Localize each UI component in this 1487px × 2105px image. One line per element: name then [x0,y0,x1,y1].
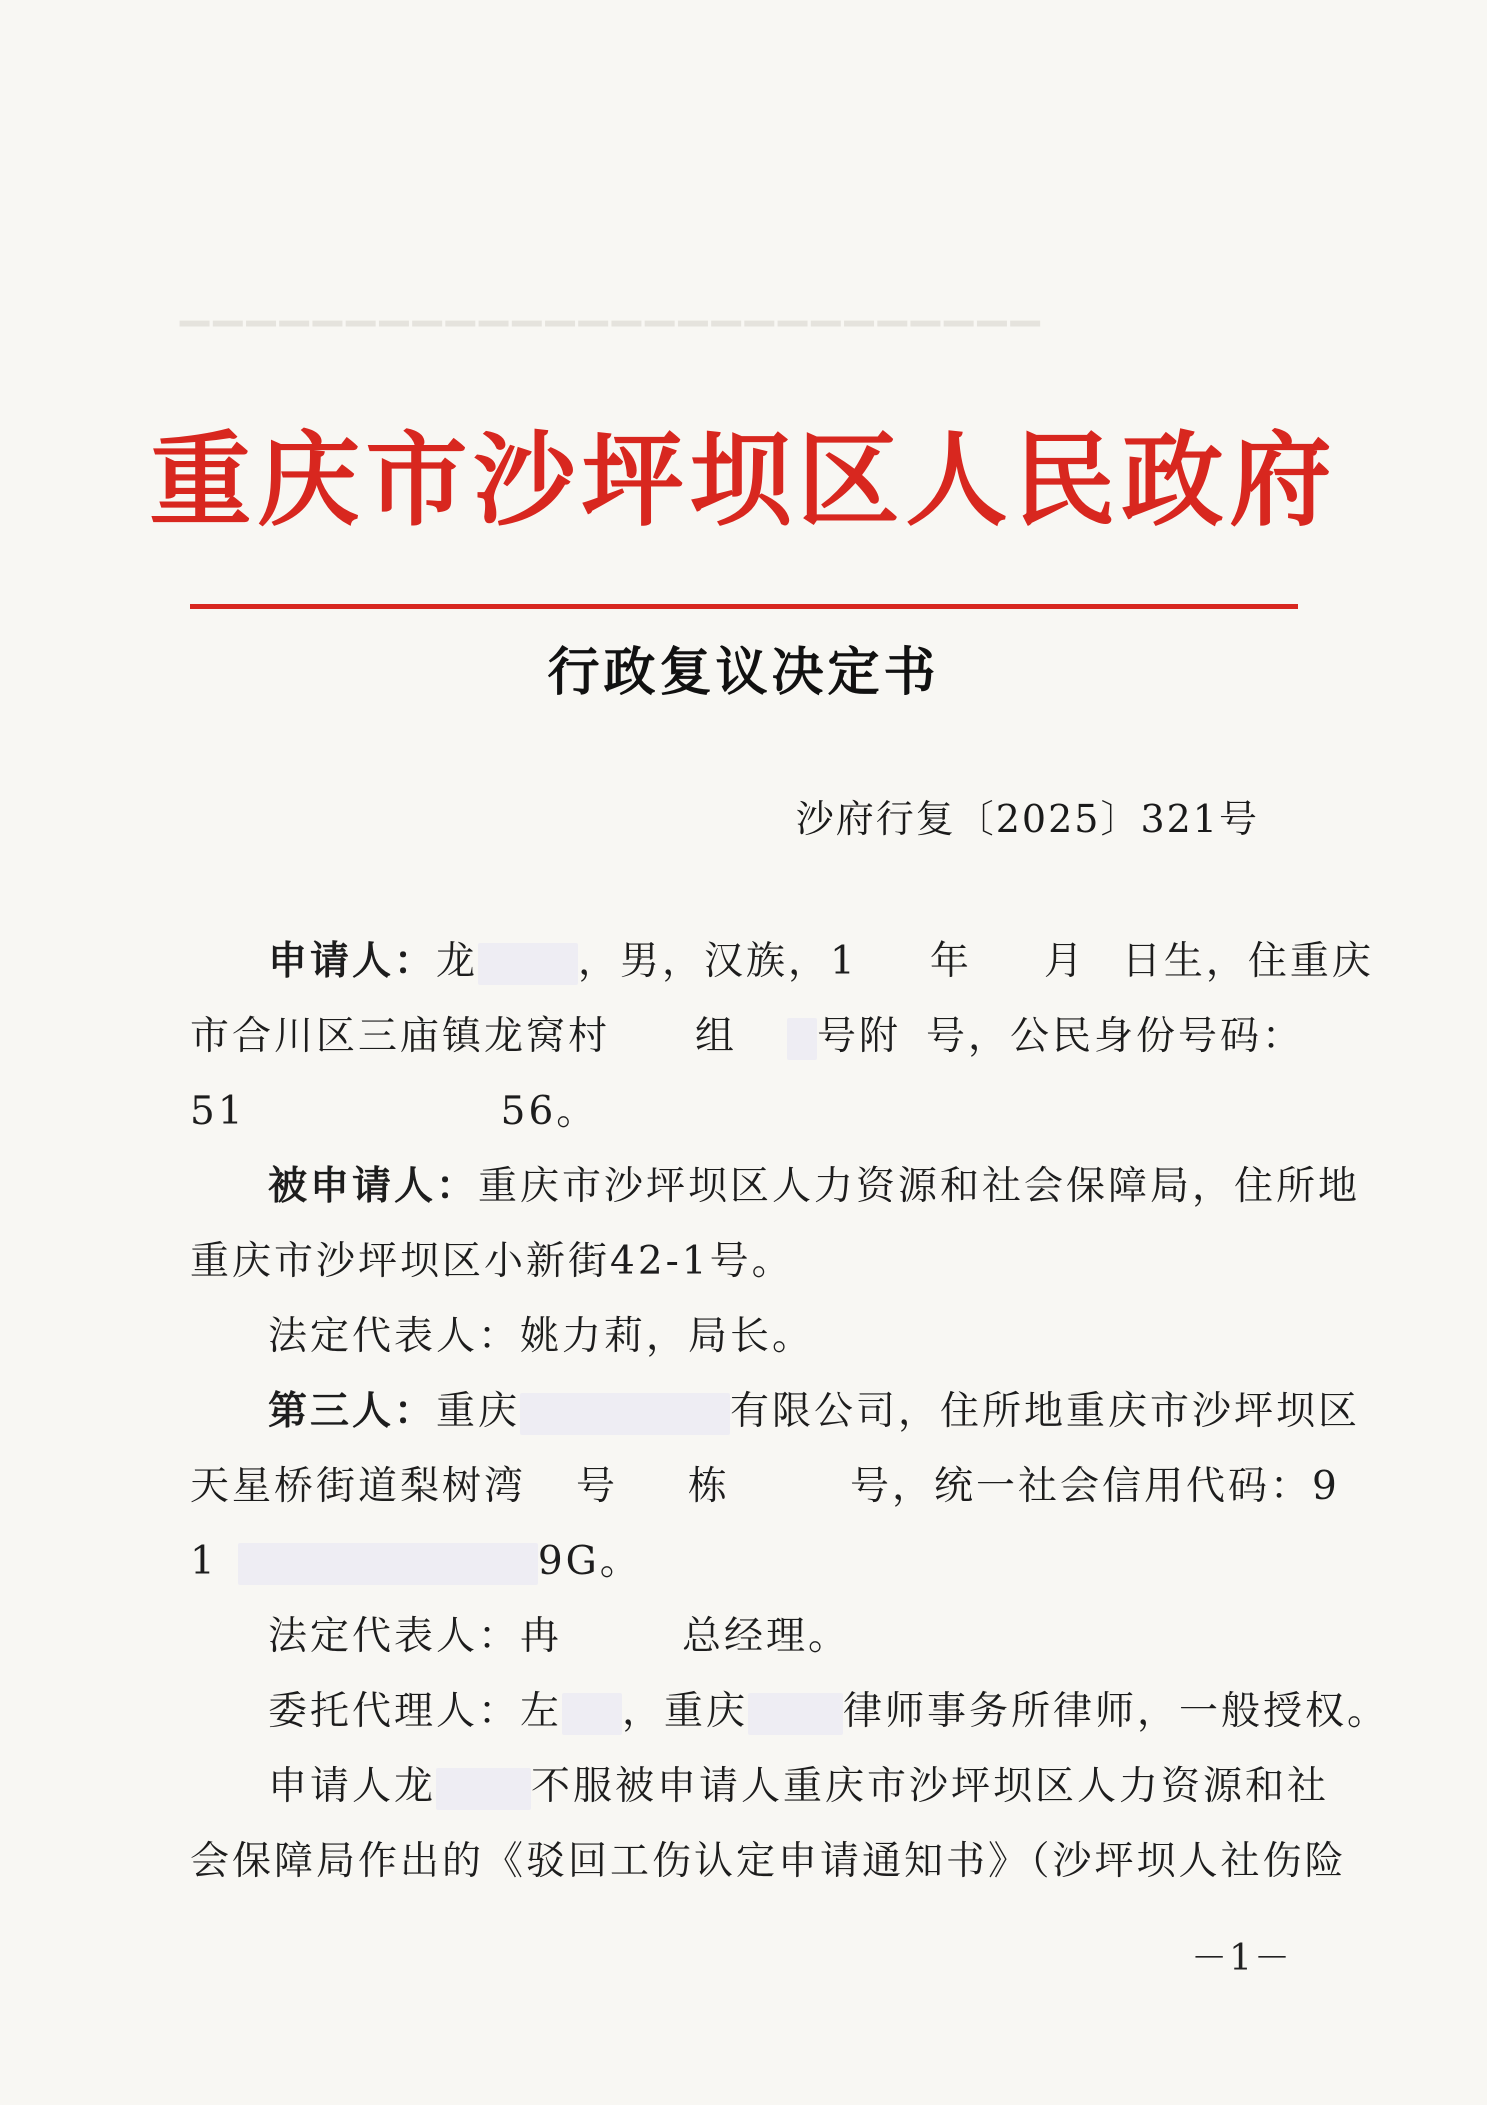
applicant-line1-rest: ，男，汉族，1 [578,939,858,984]
third-party-address-a: 天星桥街道梨树湾 [190,1464,527,1509]
redaction-block [748,1693,843,1735]
applicant-address-a: 市合川区三庙镇龙窝村 [190,1014,611,1059]
applicant-id-start: 51 [190,1089,246,1134]
body-para1-a: 申请人龙 [268,1764,437,1809]
third-party-address-c: 栋 [688,1464,731,1509]
third-party-agent-a: 委托代理人：左 [268,1689,563,1734]
respondent-label: 被申请人： [268,1163,479,1209]
applicant-name-prefix: 龙 [436,939,479,984]
applicant-month-label: 月 [1043,939,1086,984]
applicant-day-rest: 日生，住重庆 [1121,939,1374,984]
applicant-address-b: 组 [695,1014,738,1059]
applicant-line-1 [268,930,1374,986]
respondent-line-1 [268,1155,1360,1211]
third-party-agent [268,1680,1389,1736]
third-party-label: 第三人： [268,1388,437,1434]
redaction-block [436,1768,531,1810]
applicant-line-3 [190,1080,598,1136]
third-party-line-2 [190,1455,1340,1511]
third-party-code-end: 9G。 [537,1539,642,1584]
third-party-agent-c: 律师事务所律师，一般授权。 [843,1689,1390,1734]
applicant-address-c: 号附 [817,1014,902,1059]
document-title: 行政复议决定书 [547,642,940,703]
body-paragraph-line-1 [268,1755,1329,1811]
third-party-line1-rest: 有限公司，住所地重庆市沙坪坝区 [730,1389,1361,1434]
body-para1-b: 不服被申请人重庆市沙坪坝区人力资源和社 [531,1764,1330,1809]
red-divider-rule [190,604,1298,609]
third-party-address-d: 号，统一社会信用代码：9 [850,1464,1340,1509]
page-number: －1－ [1191,1938,1292,1979]
third-party-code-start: 1 [190,1539,218,1584]
redaction-block [478,943,578,985]
third-party-agent-b: ，重庆 [622,1689,749,1734]
applicant-id-end: 56。 [500,1089,599,1134]
redaction-block [238,1543,538,1585]
third-party-legal-rep [268,1605,850,1661]
redaction-block [787,1018,817,1060]
respondent-line-2: 重庆市沙坪坝区小新街42-1号。 [190,1239,794,1284]
applicant-label: 申请人： [268,938,437,984]
bleed-through-texture: ▁▁▁▁▁▁▁▁▁▁▁▁▁▁▁▁▁▁▁▁▁▁▁▁▁▁ [180,282,1044,326]
applicant-year-label: 年 [929,939,972,984]
third-party-line-3 [190,1530,642,1586]
third-party-legal-rep-b: 总经理。 [682,1614,851,1659]
redaction-block [562,1693,622,1735]
applicant-address-d: 号，公民身份号码： [926,1014,1305,1059]
document-number: 沙府行复〔2025〕321号 [795,797,1259,841]
third-party-address-b: 号 [576,1464,619,1509]
respondent-line1-rest: 重庆市沙坪坝区人力资源和社会保障局，住所地 [478,1164,1361,1209]
third-party-name-prefix: 重庆 [436,1389,521,1434]
applicant-line-2 [190,1005,1304,1061]
third-party-line-1 [268,1380,1360,1436]
body-paragraph-line-2: 会保障局作出的《驳回工伤认定申请通知书》（沙坪坝人社伤险 [190,1839,1347,1884]
third-party-legal-rep-a: 法定代表人：冉 [268,1614,563,1659]
masthead-title: 重庆市沙坪坝区人民政府 [149,421,1338,541]
redaction-block [520,1393,730,1435]
respondent-legal-rep: 法定代表人：姚力莉，局长。 [268,1314,815,1359]
